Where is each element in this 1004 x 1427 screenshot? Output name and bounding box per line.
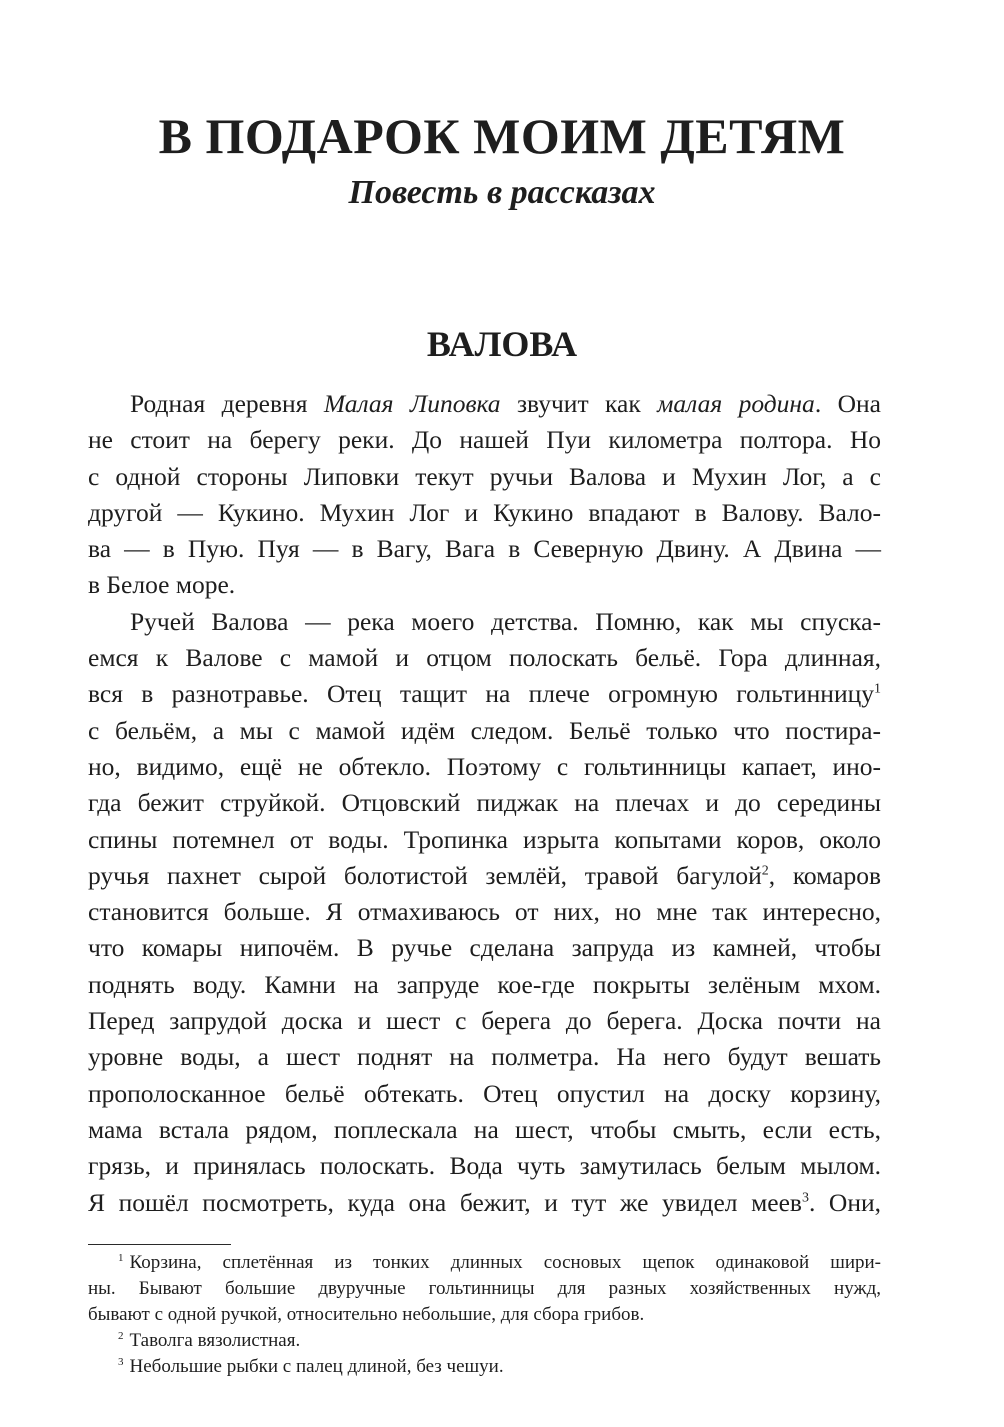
- footnote-ref[interactable]: 1: [874, 681, 881, 697]
- text-line: в Белое море.: [88, 570, 236, 600]
- emphasis: Малая Липовка: [323, 389, 501, 418]
- text-line: Ручей Валова — река моего детства. Помню, как мы спуска-: [130, 606, 881, 636]
- footnote-3: $^3$ Небольшие рыбки с палец длиной, без чешуи.: [118, 1355, 504, 1377]
- paragraph: [88, 604, 881, 1221]
- text-line: ва — в Пую. Пуя — в Вагу, Вага в Северную Двину. А Двина —: [88, 534, 881, 564]
- text-line: другой — Кукино. Мухин Лог и Кукино впадают в Валову. Вало-: [88, 497, 881, 527]
- text-line: ручья пахнет сырой болотистой землёй, травой багулой$^2$, комаров: [88, 860, 881, 890]
- footnote-ref[interactable]: 3: [801, 1190, 809, 1206]
- footnote-ref[interactable]: 2: [761, 863, 769, 879]
- text-line: грязь, и принялась полоскать. Вода чуть замутилась белым мылом.: [88, 1151, 881, 1181]
- footnotes: [88, 1250, 881, 1380]
- paragraph: [88, 386, 881, 604]
- text-line: емся к Валове с мамой и отцом полоскать бельё. Гора длинная,: [88, 643, 881, 673]
- text-line: Перед запрудой доска и шест с берега до берега. Доска почти на: [88, 1006, 881, 1036]
- text-line: но, видимо, ещё не обтекло. Поэтому с гольтинницы капает, ино-: [88, 751, 881, 781]
- text-line: с одной стороны Липовки текут ручьи Валова и Мухин Лог, а с: [88, 461, 881, 491]
- emphasis: малая родина: [657, 389, 815, 418]
- book-subtitle: Повесть в рассказах: [348, 174, 656, 211]
- footnote-mark: 3: [118, 1355, 124, 1368]
- text-line: уровне воды, а шест поднят на полметра. На него будут вешать: [88, 1042, 881, 1072]
- chapter-title: ВАЛОВА: [426, 324, 578, 364]
- footnote-mark: 1: [118, 1251, 124, 1264]
- footnote-1: $^1$ Корзина, сплетённая из тонких длинных сосновых щепок одинаковой шири-: [118, 1251, 881, 1273]
- text-line: не стоит на берегу реки. До нашей Пуи километра полтора. Но: [88, 425, 881, 455]
- text-line: становится больше. Я отмахиваюсь от них, но мне так интересно,: [88, 897, 881, 927]
- text-line: вся в разнотравье. Отец тащит на плече огромную гольтинницу$^1$: [88, 679, 881, 709]
- text-line: с бельём, а мы с мамой идём следом. Бельё только что постира-: [88, 715, 881, 745]
- text-line: спины потемнел от воды. Тропинка изрыта копытами коров, около: [88, 824, 881, 854]
- chapter-body: [88, 386, 881, 1221]
- footnote-line: ны. Бывают большие двуручные гольтинницы для разных хозяйственных нужд,: [88, 1278, 881, 1299]
- footnote-line: бывают с одной ручкой, относительно небольшие, для сбора грибов.: [88, 1304, 645, 1325]
- text-line: Родная деревня Малая Липовка звучит как малая родина. Она: [130, 389, 881, 418]
- text-line: что комары нипочём. В ручье сделана запруда из камней, чтобы: [88, 933, 881, 963]
- text-line: Я пошёл посмотреть, куда она бежит, и тут же увидел меев$^3$. Они,: [88, 1187, 882, 1217]
- footnote-divider: [88, 1244, 231, 1245]
- text-line: гда бежит струйкой. Отцовский пиджак на плечах и до середины: [88, 788, 881, 818]
- text-line: поднять воду. Камни на запруде кое-где покрыты зелёным мхом.: [88, 969, 881, 999]
- footnote-mark: 2: [118, 1329, 124, 1342]
- text-line: мама встала рядом, поплескала на шест, чтобы смыть, если есть,: [88, 1114, 881, 1144]
- footnote-2: $^2$ Таволга вязолистная.: [118, 1329, 301, 1351]
- book-title: В ПОДАРОК МОИМ ДЕТЯМ: [158, 108, 846, 164]
- text-line: прополосканное бельё обтекать. Отец опустил на доску корзину,: [88, 1078, 881, 1108]
